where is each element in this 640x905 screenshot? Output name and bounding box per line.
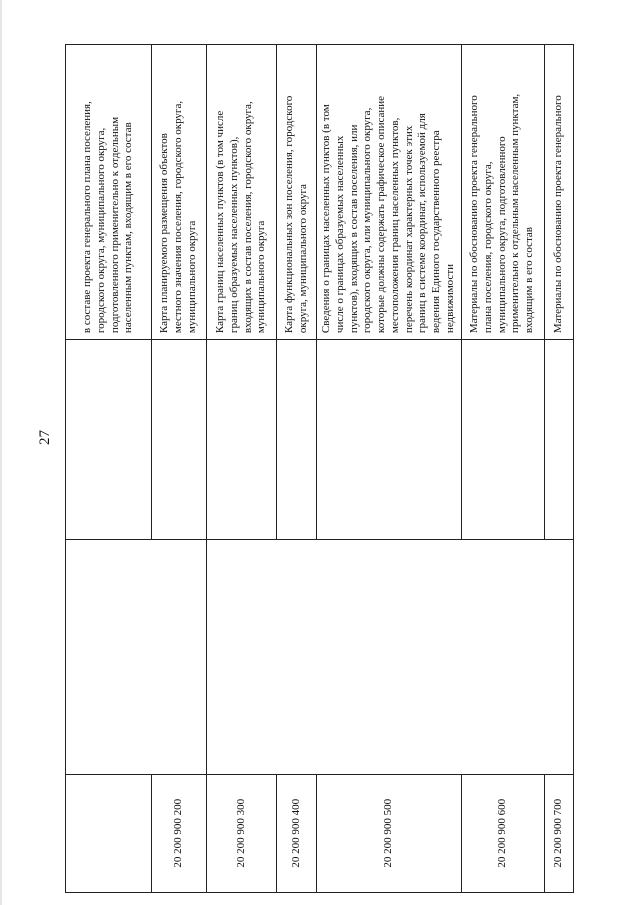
code-cell: 20 200 900 600 — [461, 774, 544, 892]
text-line: округа, муниципального округа — [296, 184, 309, 334]
text-line: недвижимости — [443, 263, 456, 334]
description-cell — [66, 45, 152, 340]
text-line: Материалы по обоснованию проекта генерального — [468, 95, 481, 334]
text-line: пунктов), входящих в состав поселения, или — [347, 124, 360, 334]
description-cell — [317, 45, 462, 340]
name-cell — [317, 340, 462, 540]
code-cell: 20 200 900 400 — [277, 774, 317, 892]
register-table — [65, 44, 574, 893]
name-cell — [277, 340, 317, 540]
name-cell — [544, 340, 573, 540]
text-line: числе о границах образуемых населенных — [333, 135, 346, 334]
rotated-table-wrapper — [65, 44, 574, 893]
empty-cell — [66, 539, 207, 774]
text-line: границ образуемых населенных пунктов), — [227, 136, 240, 334]
text-line: границ в системе координат, используемой для — [416, 113, 429, 334]
description-cell — [207, 45, 277, 340]
name-cell — [152, 340, 207, 540]
text-line: применительно к отдельным населенным пунктам, — [509, 93, 522, 334]
text-line: перечень координат характерных точек этих — [402, 125, 415, 334]
page-number: 27 — [37, 430, 53, 445]
text-line: Карта планируемого размещения объектов — [158, 133, 171, 334]
text-line: населенным пунктам, входящим в его состав — [122, 122, 135, 334]
text-line: Карта границ населенных пунктов (в том числе — [214, 110, 226, 334]
name-cell — [207, 340, 277, 540]
text-line: в составе проекта генерального плана поселения, — [81, 101, 93, 334]
code-cell: 20 200 900 300 — [207, 774, 277, 892]
name-cell — [66, 340, 152, 540]
scan-edge — [0, 0, 2, 905]
text-line: городского округа, или муниципального округа, — [361, 107, 374, 334]
text-line: плана поселения, городского округа, — [481, 161, 494, 334]
text-line: городского округа, муниципального округа, — [94, 127, 107, 334]
code-cell: 20 200 900 200 — [152, 774, 207, 892]
text-line: муниципального округа, подготовленного — [495, 136, 508, 334]
text-line: входящим в его состав — [523, 227, 536, 334]
description-cell — [277, 45, 317, 340]
description-cell — [544, 45, 573, 340]
description-cell — [152, 45, 207, 340]
empty-cell — [207, 539, 574, 774]
text-line: которые должны содержать графическое описание — [375, 95, 387, 334]
text-line: муниципального округа — [255, 220, 268, 334]
text-line: ведения Единого государственного реестра — [430, 130, 442, 334]
code-cell — [66, 774, 152, 892]
text-line: Сведения о границах населенных пунктов (в том — [320, 104, 332, 334]
table-row — [207, 45, 277, 893]
text-line: местного значения поселения, городского округа, — [172, 100, 185, 334]
text-line: Материалы по обоснованию проекта генерального — [551, 95, 564, 334]
text-line: Карта функциональных зон поселения, городского — [282, 95, 295, 334]
text-line: входящих в состав поселения, городского округа, — [241, 101, 254, 334]
description-cell — [461, 45, 544, 340]
text-line: подготовленного применительно к отдельным — [108, 116, 121, 334]
text-line: муниципального округа — [185, 220, 198, 334]
code-cell: 20 200 900 700 — [544, 774, 573, 892]
code-cell: 20 200 900 500 — [317, 774, 462, 892]
text-line: местоположения границ населенных пунктов, — [388, 117, 401, 334]
name-cell — [461, 340, 544, 540]
table-row — [66, 45, 152, 893]
